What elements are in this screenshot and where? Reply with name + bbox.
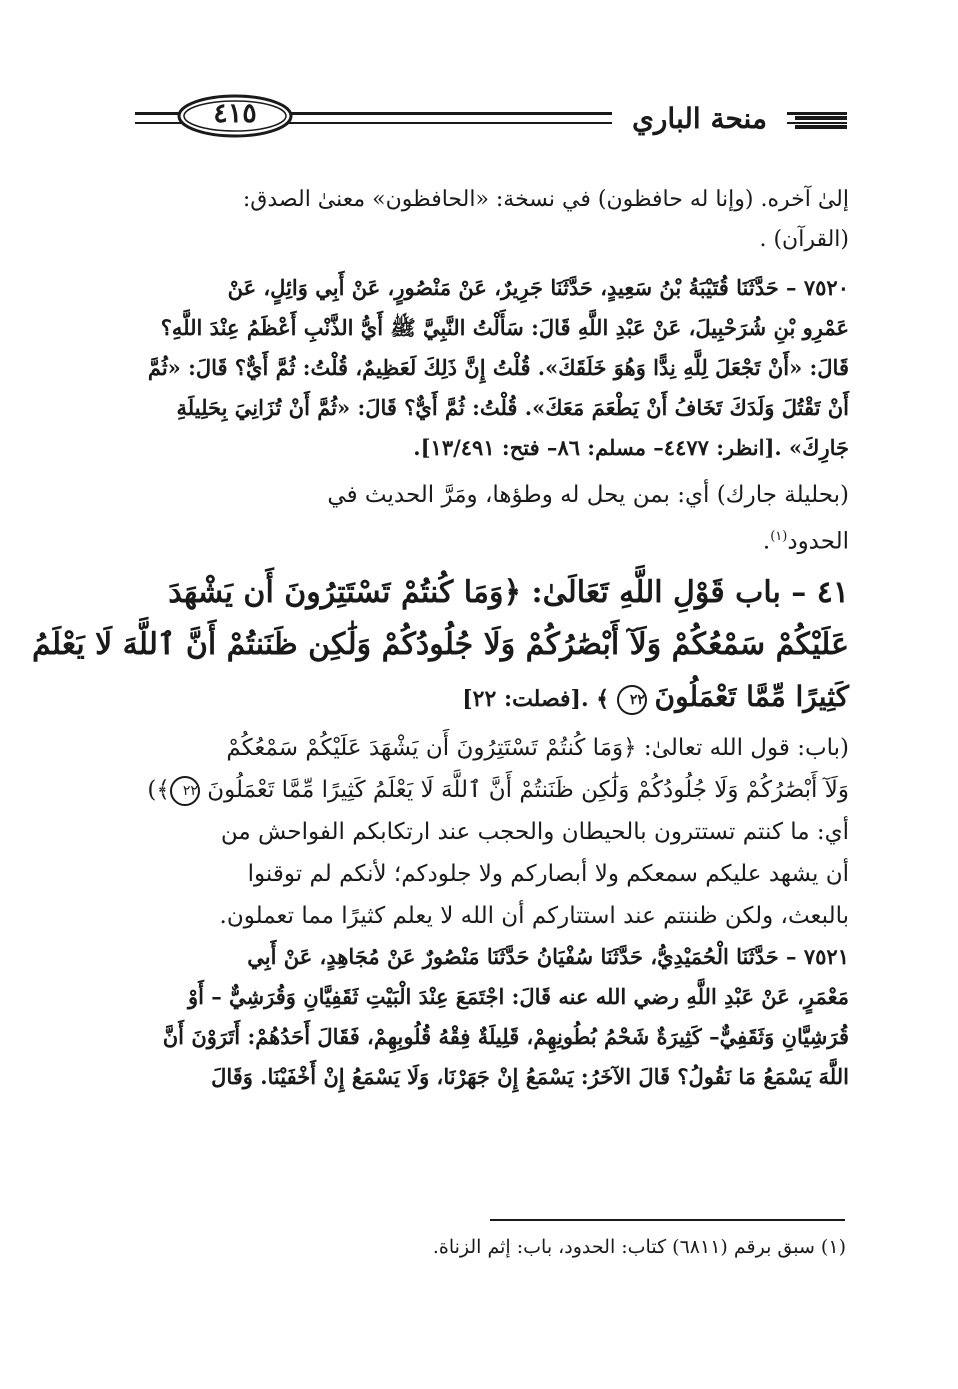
footnote: (١) سبق برقم (٦٨١١) كتاب: الحدود، باب: إثم الزناة. — [432, 1236, 846, 1258]
text-line: ٤١ – باب قَوْلِ اللَّهِ تَعَالَىٰ: ﴿وَمَا كُنتُمْ تَسْتَتِرُونَ أَن يَشْهَدَ — [168, 574, 849, 610]
text-line: قَالَ: «أَنْ تَجْعَلَ لِلَّهِ نِدًّا وَهُوَ خَلَقَكَ». قُلْتُ إِنَّ ذَلِكَ لَعَظِيمٌ، قُلْتُ: ثُمَّ أَيٌّ؟ قَالَ: «ثُمَّ — [147, 355, 849, 380]
text-line: عَلَيْكُمْ سَمْعُكُمْ وَلَآ أَبْصَٰرُكُمْ وَلَا جُلُودُكُمْ وَلَٰكِن ظَنَنتُمْ أَنَّ ٱللَّهَ لَا يَعْلَمُ — [31, 626, 849, 662]
text-line: عَمْرِو بْنِ شُرَحْبِيلَ، عَنْ عَبْدِ اللَّهِ قَالَ: سَأَلْتُ النَّبِيَّ ﷺ أَيُّ الذَّنْبِ أَعْظَمُ عِنْدَ اللَّهِ؟ — [160, 315, 849, 340]
text-line: وَلَآ أَبْصَٰرُكُمْ وَلَا جُلُودُكُمْ وَلَٰكِن ظَنَنتُمْ أَنَّ ٱللَّهَ لَا يَعْلَمُ كَثِيرًا مِّمَّا تَعْمَلُونَ ٢٢﴾) — [133, 769, 849, 811]
main-text — [31, 180, 849, 1097]
text-line: جَارِكَ» .[انظر: ٤٤٧٧– مسلم: ٨٦– فتح: ١٣/٤٩١]. — [413, 435, 849, 460]
text-line: (باب: قول الله تعالىٰ: ﴿وَمَا كُنتُمْ تَسْتَتِرُونَ أَن يَشْهَدَ عَلَيْكُمْ سَمْعُكُمْ — [226, 734, 849, 761]
verse-number-icon: ٢٢ — [617, 685, 647, 715]
text-line: أَنْ تَقْتُلَ وَلَدَكَ تَخَافُ أَنْ يَطْعَمَ مَعَكَ». قُلْتُ: ثُمَّ أَيٌّ؟ قَالَ: «ثُمَّ أَنْ تُزَانِيَ بِحَلِيلَةِ — [176, 395, 849, 420]
intro-paragraph — [133, 180, 849, 260]
text-line: كَثِيرًا مِّمَّا تَعْمَلُونَ ٢٢ ﴾ .[فصلت: ٢٢] — [462, 679, 849, 713]
header-ornament-right — [795, 116, 847, 134]
text-line: (القرآن) . — [759, 227, 849, 252]
text-line: أي: ما كنتم تستترون بالحيطان والحجب عند ارتكابكم الفواحش من — [220, 818, 849, 845]
text-line: مَعْمَرٍ، عَنْ عَبْدِ اللَّهِ رضي الله عنه قَالَ: اجْتَمَعَ عِنْدَ الْبَيْتِ ثَقَفِيَّانِ وَقُرَشِيٌّ – أَوْ — [187, 983, 849, 1009]
footnote-ref: (١) — [770, 529, 788, 544]
text-line: ٧٥٢١ – حَدَّثَنَا الْحُمَيْدِيُّ، حَدَّثَنَا سُفْيَانُ حَدَّثَنَا مَنْصُورٌ عَنْ مُجَاهِدٍ، عَنْ أَبِي — [247, 943, 849, 969]
text-line: ٧٥٢٠ – حَدَّثَنَا قُتَيْبَةُ بْنُ سَعِيدٍ، حَدَّثَنَا جَرِيرٌ، عَنْ مَنْصُورٍ، عَنْ أَبِي وَائِلٍ، عَنْ — [227, 275, 849, 300]
hadith-7520 — [133, 268, 849, 468]
text-line: اللَّهَ يَسْمَعُ مَا نَقُولُ؟ قَالَ الآخَرُ: يَسْمَعُ إِنْ جَهَرْنَا، وَلَا يَسْمَعُ إِنْ أَخْفَيْنَا. وَقَالَ — [211, 1063, 849, 1089]
text-line: إلىٰ آخره. (وإنا له حافظون) في نسخة: «الحافظون» معنىٰ الصدق: — [242, 187, 849, 212]
footnote-rule — [490, 1219, 845, 1221]
book-title: منحة الباري — [631, 102, 767, 135]
text-line: قُرَشِيَّانِ وَثَقَفِيٌّ– كَثِيرَةٌ شَحْمُ بُطُونِهِمْ، قَلِيلَةٌ فِقْهُ قُلُوبِهِمْ، فَقَالَ أَحَدُهُمْ: أَتَرَوْنَ أَنَّ — [162, 1023, 849, 1049]
text-line: بالبعث، ولكن ظننتم عند استتاركم أن الله لا يعلم كثيرًا مما تعملون. — [219, 902, 849, 929]
text-line: الحدود$^{(١)}$. — [762, 528, 849, 555]
verse-number-icon: ٢٢ — [170, 776, 200, 806]
chapter-heading — [31, 567, 849, 725]
page-header — [135, 92, 847, 152]
text-line: أن يشهد عليكم سمعكم ولا أبصاركم ولا جلودكم؛ لأنكم لم توقنوا — [247, 860, 849, 887]
page-number: ٤١٥ — [213, 98, 257, 129]
hadith-7521 — [133, 937, 849, 1097]
explanation-paragraph-2 — [133, 727, 849, 937]
text-line: (بحليلة جارك) أي: بمن يحل له وطؤها، ومَرَّ الحديث في — [327, 482, 849, 508]
explanation-paragraph — [133, 474, 849, 563]
